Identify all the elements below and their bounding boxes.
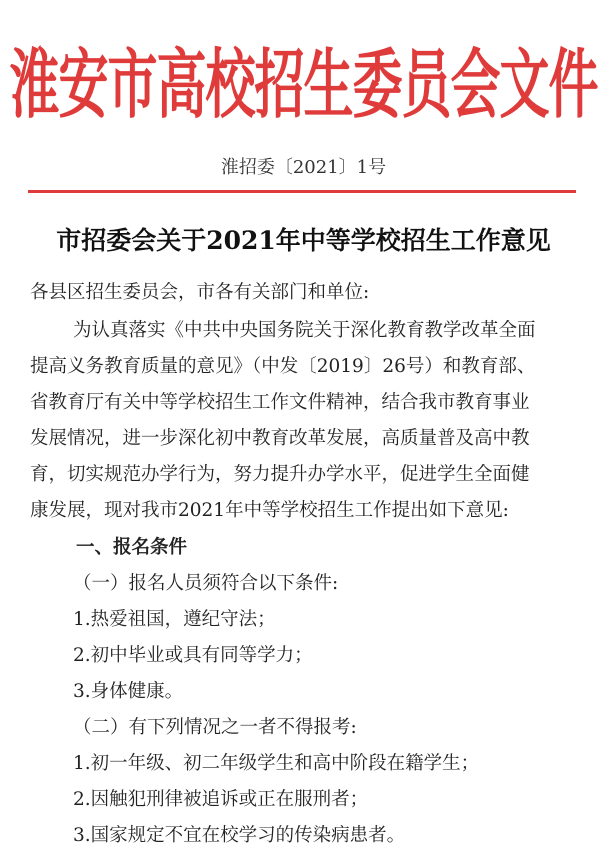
document-number: 淮招委〔2021〕1号 — [220, 157, 387, 178]
list-item: 2.因触犯刑律被追诉或正在服刑者； — [73, 789, 369, 810]
section-1-heading: 一、报名条件 — [76, 537, 188, 558]
document-title: 市招委会关于2021年中等学校招生工作意见 — [56, 226, 551, 255]
list-item: 1.热爱祖国，遵纪守法； — [73, 609, 276, 630]
intro-line-2: 提高义务教育质量的意见》（中发〔2019〕26号）和教育部、 — [30, 356, 536, 377]
intro-line-4: 发展情况，进一步深化初中教育改革发展，高质量普及高中教 — [30, 428, 530, 449]
org-header-title: 淮安市高校招生委员会文件 — [9, 40, 598, 129]
intro-line-6: 康发展，现对我市2021年中等学校招生工作提出如下意见: — [30, 500, 509, 521]
list-item: 1.初一年级、初二年级学生和高中阶段在籍学生； — [73, 753, 480, 774]
list-item: 3.身体健康。 — [73, 681, 184, 702]
subsection-1-heading: （一）报名人员须符合以下条件: — [73, 573, 339, 594]
subsection-2-heading: （二）有下列情况之一者不得报考: — [73, 717, 357, 738]
intro-line-1: 为认真落实《中共中央国务院关于深化教育教学改革全面 — [73, 320, 536, 341]
list-item: 3.国家规定不宜在校学习的传染病患者。 — [73, 825, 406, 846]
salutation: 各县区招生委员会，市各有关部门和单位: — [30, 282, 370, 303]
header-divider — [28, 190, 576, 193]
intro-line-3: 省教育厅有关中等学校招生工作文件精神，结合我市教育事业 — [30, 392, 530, 413]
list-item: 2.初中毕业或具有同等学力； — [73, 645, 313, 666]
intro-line-5: 育，切实规范办学行为，努力提升办学水平，促进学生全面健 — [30, 464, 530, 485]
